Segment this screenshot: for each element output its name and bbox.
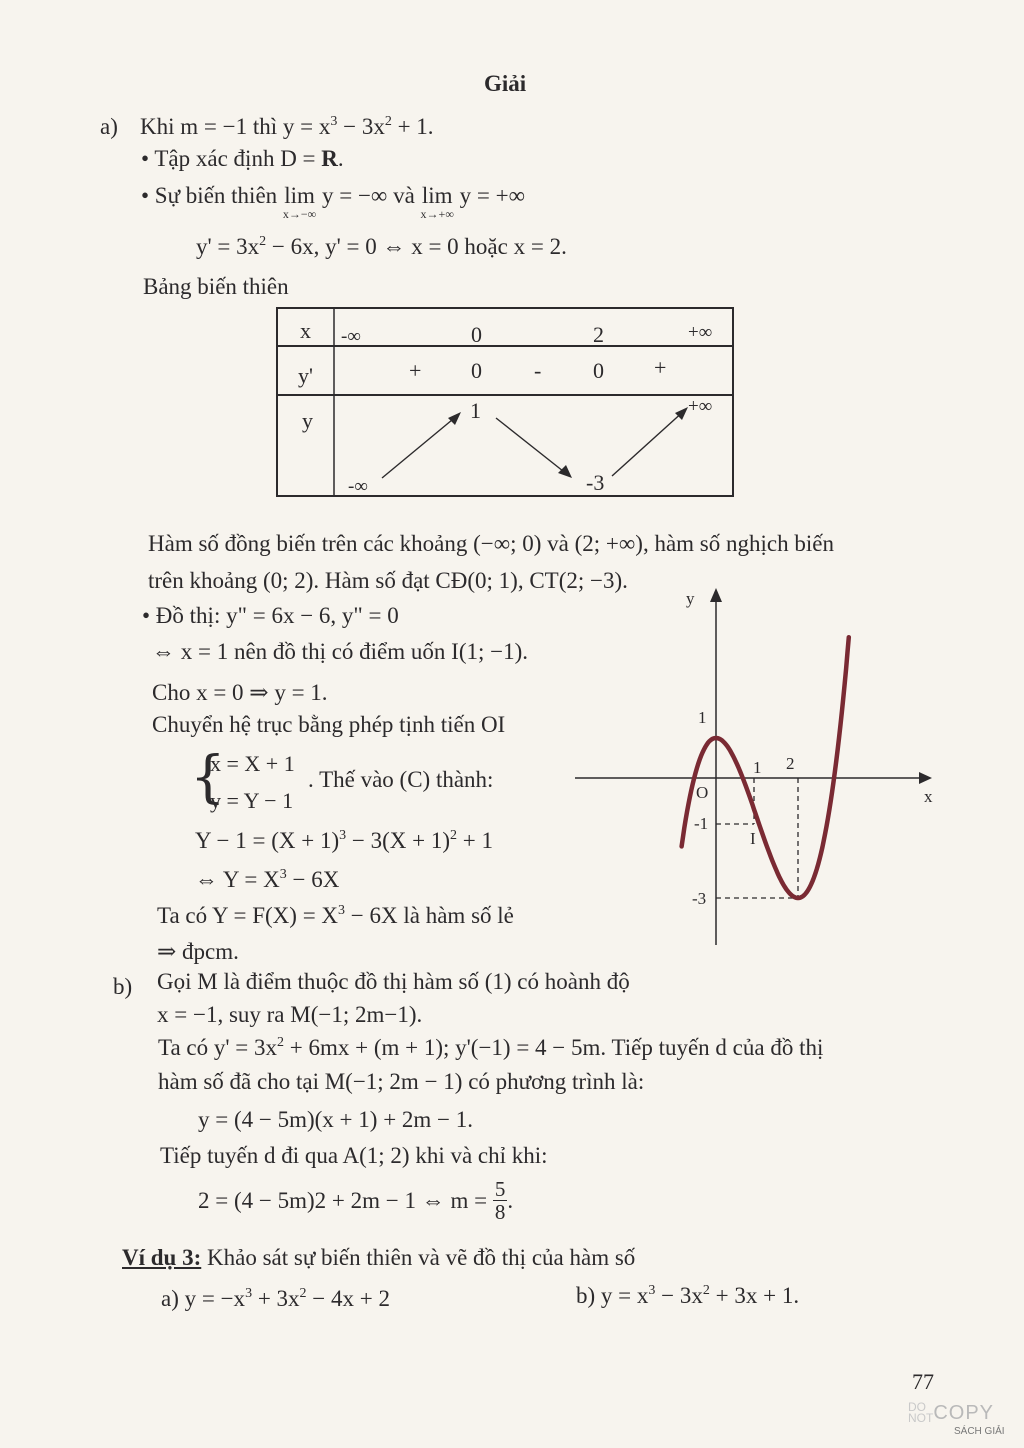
variation-line: • Sự biến thiên lim x→−∞ y = −∞ và lim x→+∞ y = +∞ (141, 183, 525, 221)
fraction-5-8: $\frac{5}{8}$ (494, 1177, 506, 1225)
example-b: b) $y = x^3 - 3x^2 + 3x + 1$. (576, 1283, 800, 1308)
table-x-val-2: 2 (593, 322, 604, 347)
equation-1: $Y - 1 = (X + 1)^3 - 3(X + 1)^2 + 1$ (195, 828, 493, 853)
graph-origin-label: O (696, 783, 709, 802)
table-y-val-0: -∞ (348, 476, 368, 497)
system-brace: { (190, 745, 226, 810)
arrow-up-2 (612, 410, 685, 476)
table-x-label: x (300, 318, 311, 343)
translate-line: Chuyển hệ trục bằng phép tịnh tiến OI (152, 712, 506, 737)
example-title: Ví dụ 3: (122, 1245, 202, 1270)
graph-tick-y-1: 1 (698, 708, 707, 727)
graph-y-label: y (686, 589, 695, 608)
part-b-line-7: 2 = (4 − 5m)2 + 2m − 1 ⇔ m = $\frac{5}{8}$ . (198, 1177, 514, 1225)
table-y-val-1: 1 (470, 398, 481, 423)
table-x-val-0: -∞ (341, 326, 361, 347)
table-x-val-1: 0 (471, 322, 482, 347)
cho-line: Cho x = 0 ⇒ y = 1. (152, 680, 328, 705)
table-y-val-3: +∞ (688, 396, 713, 417)
graph-tick-y-minus-1: -1 (694, 814, 709, 833)
heading: Giải (484, 71, 527, 96)
part-b-label: b) (113, 974, 133, 999)
function-graph (570, 580, 950, 960)
curve-cubic (682, 637, 849, 898)
derivative-line: $y' = 3x^2 - 6x$, y' = 0 ⇔ x = 0 hoặc x = 2. (196, 234, 567, 259)
table-yprime-label: y' (298, 363, 313, 388)
domain-line: • Tập xác định D = R. (141, 146, 344, 171)
page-number: 77 (912, 1369, 934, 1394)
graph-tick-x-2: 2 (786, 754, 795, 773)
table-yprime-sign-3: 0 (593, 358, 604, 383)
graph-point-I: I (750, 829, 756, 848)
table-x-val-3: +∞ (688, 322, 713, 343)
limit-minus-inf: lim x→−∞ (282, 183, 317, 221)
graph-line: • Đồ thị: y" = 6x − 6, y" = 0 (142, 603, 399, 628)
table-yprime-sign-0: + (409, 358, 422, 383)
table-yprime-sign-2: - (534, 358, 542, 383)
table-y-label: y (302, 408, 313, 433)
monotonic-line-1: Hàm số đồng biến trên các khoảng (−∞; 0) và (2; +∞), hàm số nghịch biến (148, 531, 834, 556)
table-title: Bảng biến thiên (143, 274, 289, 299)
example-a: a) $y = -x^3 + 3x^2 - 4x + 2$ (161, 1286, 390, 1311)
table-yprime-sign-4: + (654, 355, 667, 380)
part-b-line-2: x = −1, suy ra M(−1; 2m−1). (157, 1002, 423, 1027)
x-axis-arrow (919, 772, 932, 784)
part-a-label: a) (100, 114, 118, 139)
table-y-val-2: -3 (586, 470, 605, 495)
system-eq-2: y = Y − 1 (210, 788, 294, 813)
part-b-line-6: Tiếp tuyến d đi qua A(1; 2) khi và chỉ khi: (160, 1143, 548, 1168)
qed-line: ⇒ đpcm. (157, 939, 239, 964)
system-eq-1: x = X + 1 (210, 751, 295, 776)
part-b-line-4: hàm số đã cho tại M(−1; 2m − 1) có phương trình là: (158, 1069, 645, 1094)
arrow-up-1 (382, 415, 458, 478)
variation-table (270, 300, 740, 505)
inflection-line: ⇔ x = 1 nên đồ thị có điểm uốn I(1; −1). (152, 639, 528, 664)
system-after: . Thế vào (C) thành: (308, 767, 494, 792)
part-b-line-3: Ta có $y' = 3x^2 + 6mx + (m + 1)$; y'(−1) = 4 − 5m. Tiếp tuyến d của đồ thị (158, 1035, 824, 1060)
arrow-head-2 (558, 465, 572, 478)
graph-tick-x-1: 1 (753, 758, 762, 777)
example-line: Ví dụ 3: Khảo sát sự biến thiên và vẽ đồ thị của hàm số (122, 1245, 636, 1270)
odd-function-line: Ta có $Y = F(X) = X^3 - 6X$ là hàm số lẻ (157, 903, 514, 928)
graph-tick-y-minus-3: -3 (692, 889, 707, 908)
watermark-logo: DO NOTCOPY SÁCH GIẢI (908, 1400, 1005, 1437)
monotonic-line-2: trên khoảng (0; 2). Hàm số đạt CĐ(0; 1), CT(2; −3). (148, 568, 628, 593)
part-b-line-1: Gọi M là điểm thuộc đồ thị hàm số (1) có hoành độ (157, 969, 630, 994)
arrow-head-1 (448, 412, 461, 425)
equation-2: ⇔ $Y = X^3 - 6X$ (195, 867, 340, 892)
table-yprime-sign-1: 0 (471, 358, 482, 383)
part-b-line-5: y = (4 − 5m)(x + 1) + 2m − 1. (198, 1107, 474, 1132)
y-axis-arrow (710, 588, 722, 602)
part-a-intro: Khi m = −1 thì $y = x^3 - 3x^2 + 1$. (140, 114, 434, 139)
limit-plus-inf: lim x→+∞ (420, 183, 454, 221)
arrow-down (496, 418, 568, 475)
graph-x-label: x (924, 787, 933, 806)
